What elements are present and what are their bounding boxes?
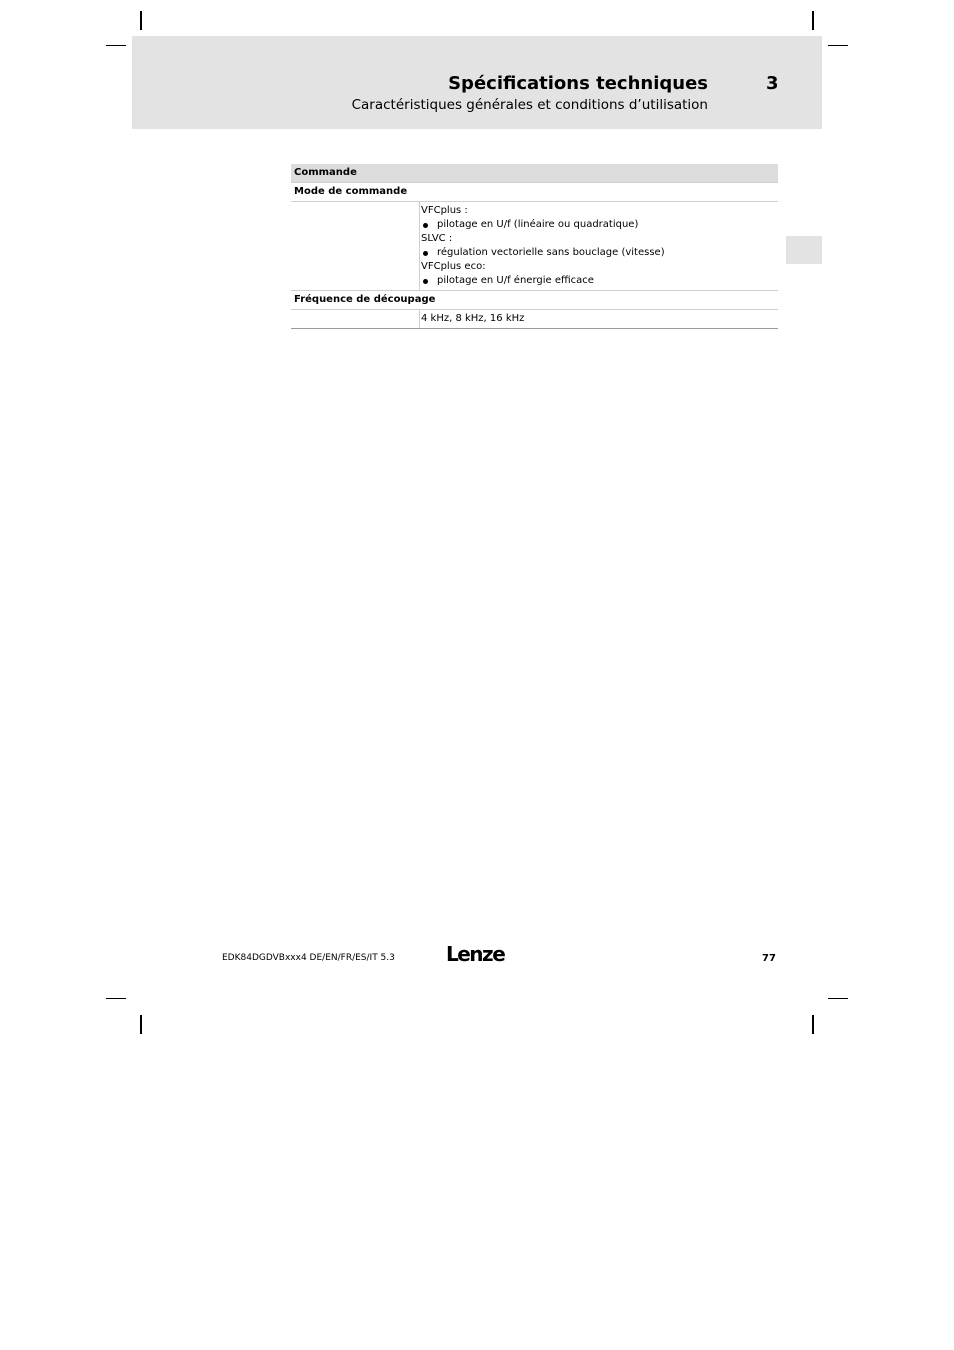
lenze-logo: Lenze [446,942,505,966]
table-value-cell [419,202,778,290]
table-group-label: Mode de commande [291,182,778,201]
chapter-side-tab [786,236,822,264]
table-row [291,201,778,290]
crop-mark [812,11,814,30]
bullet-item: pilotage en U/f (linéaire ou quadratique) [421,218,778,232]
page-number: 77 [762,953,776,964]
crop-mark [140,11,142,30]
table-group-label: Fréquence de découpage [291,290,778,309]
table-value-cell [419,310,778,328]
bullet-item: régulation vectorielle sans bouclage (vitesse) [421,246,778,260]
table-bottom-rule [291,328,778,329]
page-subtitle: Caractéristiques générales et conditions d’utilisation [351,97,708,113]
table-row [291,309,778,328]
bullet-item: pilotage en U/f énergie efficace [421,274,778,288]
chapter-number: 3 [766,73,779,94]
value-line: 4 kHz, 8 kHz, 16 kHz [421,313,525,324]
page-title: Spécifications techniques [448,73,708,94]
value-line: VFCplus : [421,205,468,216]
crop-mark [140,1015,142,1034]
crop-mark [106,45,126,46]
footer-document-id: EDK84DGDVBxxx4 DE/EN/FR/ES/IT 5.3 [222,953,395,963]
crop-mark [812,1015,814,1034]
value-line: VFCplus eco: [421,261,486,272]
table-section-header: Commande [291,164,778,182]
crop-mark [106,998,126,999]
crop-mark [828,45,848,46]
spec-table [291,164,778,329]
value-line: SLVC : [421,233,453,244]
crop-mark [828,998,848,999]
